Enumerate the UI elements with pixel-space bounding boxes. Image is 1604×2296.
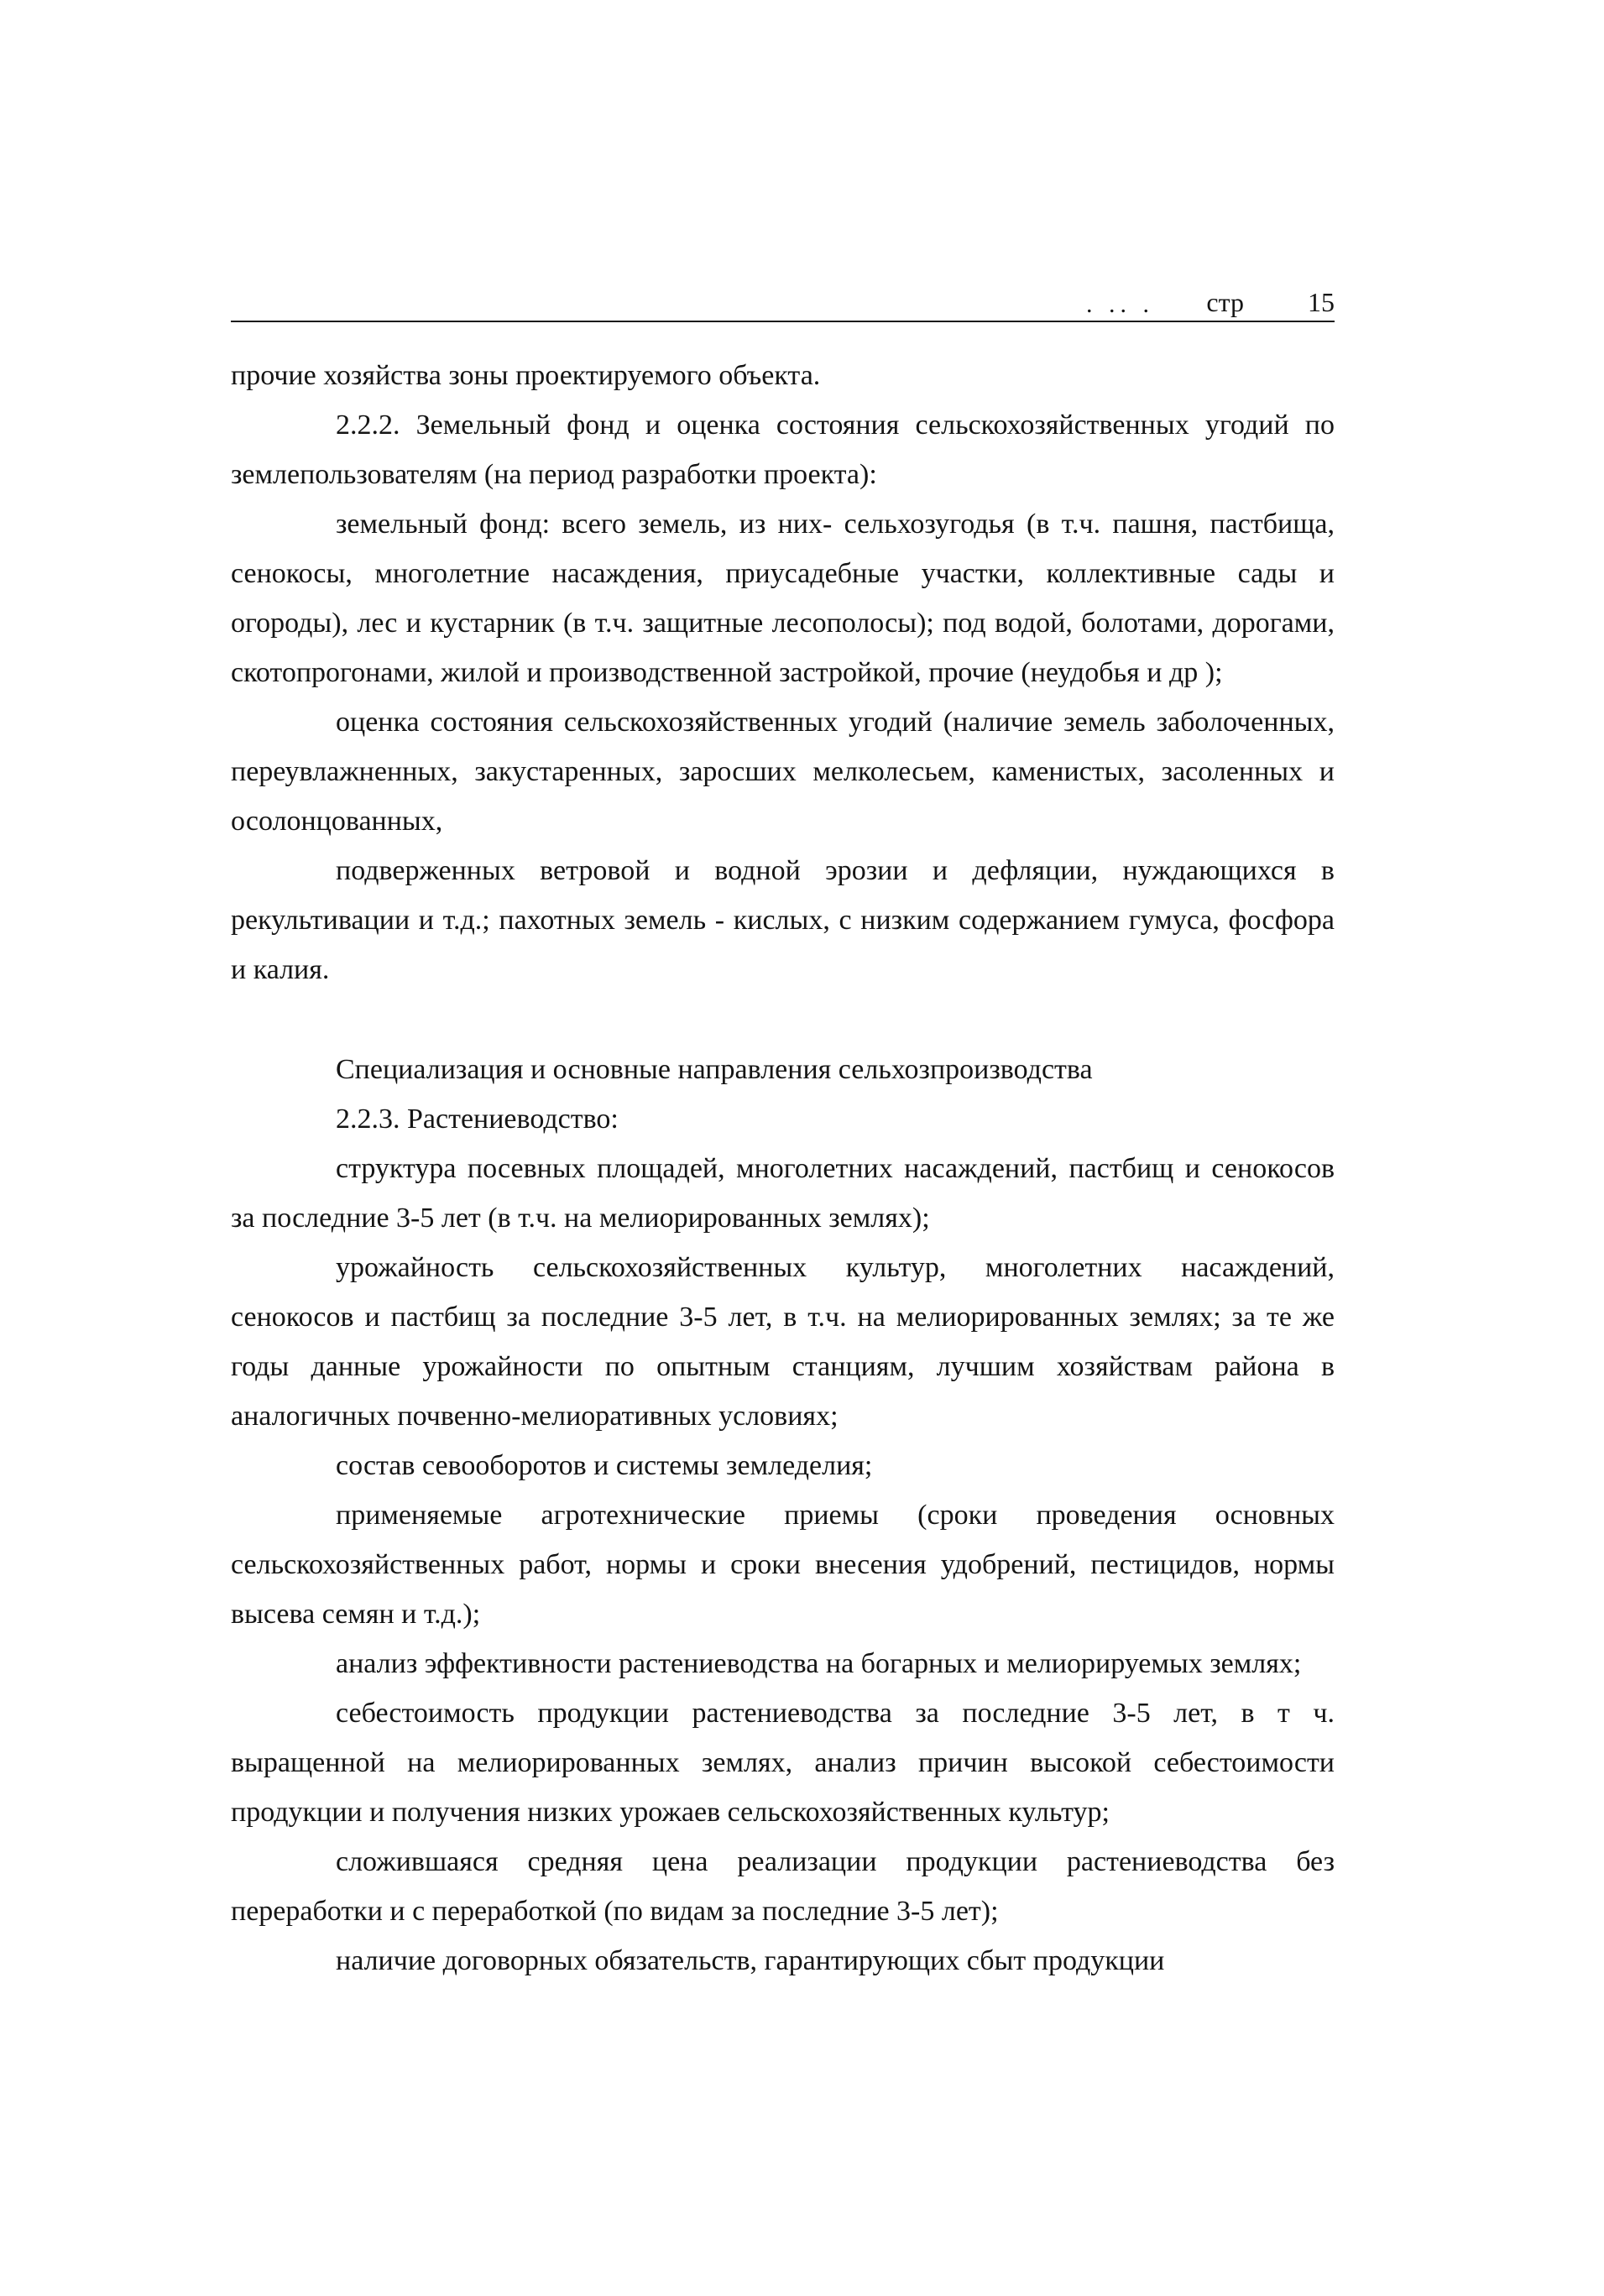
paragraph-section-2-2-2: 2.2.2. Земельный фонд и оценка состояния сельскохозяйственных угодий по землепользователям (на период разработки проекта): <box>231 410 1335 490</box>
header-page-number: 15 <box>1308 287 1335 317</box>
header-rule <box>231 321 1335 322</box>
paragraph-land-assessment: оценка состояния сельскохозяйственных угодий (наличие земель заболоченных, переувлажненных, закустаренных, заросших мелколесьем, каменистых, засоленных и осолонцованных, <box>231 707 1335 837</box>
header-dots: . .. . <box>1086 290 1154 318</box>
paragraph-agrotechnical: применяемые агротехнические приемы (сроки проведения основных сельскохозяйственных работ, нормы и сроки внесения удобрений, пестицидов, нормы высева семян и т.д.); <box>231 1500 1335 1630</box>
document-body <box>231 351 1335 1986</box>
page-header <box>231 284 1335 324</box>
paragraph-production-cost: себестоимость продукции растениеводства за последние 3-5 лет, в т ч. выращенной на мелиорированных землях, анализ причин высокой себестоимости продукции и получения низких урожаев сельскохозяйственных культур; <box>231 1698 1335 1828</box>
paragraph-land-fund: земельный фонд: всего земель, из них- сельхозугодья (в т.ч. пашня, пастбища, сенокосы, многолетние насаждения, приусадебные участки, коллективные сады и огороды), лес и кустарник (в т.ч. защитные лесополосы); под водой, болотами, дорогами, скотопрогонами, жилой и производственной застройкой, прочие (неудобья и др ); <box>231 509 1335 688</box>
paragraph-section-2-2-3: 2.2.3. Растениеводство: <box>336 1104 619 1135</box>
paragraph-specialization-heading: Специализация и основные направления сельхозпроизводства <box>336 1054 1093 1085</box>
paragraph-contracts: наличие договорных обязательств, гарантирующих сбыт продукции <box>336 1945 1165 1976</box>
section-gap <box>231 994 1335 1045</box>
paragraph-erosion: подверженных ветровой и водной эрозии и дефляции, нуждающихся в рекультивации и т.д.; пахотных земель - кислых, с низким содержанием гумуса, фосфора и калия. <box>231 855 1335 985</box>
paragraph-sale-price: сложившаяся средняя цена реализации продукции растениеводства без переработки и с переработкой (по видам за последние 3-5 лет); <box>231 1846 1335 1927</box>
paragraph-efficiency: анализ эффективности растениеводства на богарных и мелиорируемых землях; <box>336 1648 1302 1679</box>
paragraph-crop-rotation: состав севооборотов и системы земледелия; <box>336 1450 873 1481</box>
paragraph-crop-structure: структура посевных площадей, многолетних насаждений, пастбищ и сенокосов за последние 3-5 лет (в т.ч. на мелиорированных землях); <box>231 1153 1335 1234</box>
paragraph-crop-yield: урожайность сельскохозяйственных культур, многолетних насаждений, сенокосов и пастбищ за последние 3-5 лет, в т.ч. на мелиорированных землях; за те же годы данные урожайности по опытным станциям, лучшим хозяйствам района в аналогичных почвенно-мелиоративных условиях; <box>231 1252 1335 1432</box>
header-page-label: стр <box>1206 287 1244 317</box>
paragraph-continuation: прочие хозяйства зоны проектируемого объекта. <box>231 360 821 391</box>
